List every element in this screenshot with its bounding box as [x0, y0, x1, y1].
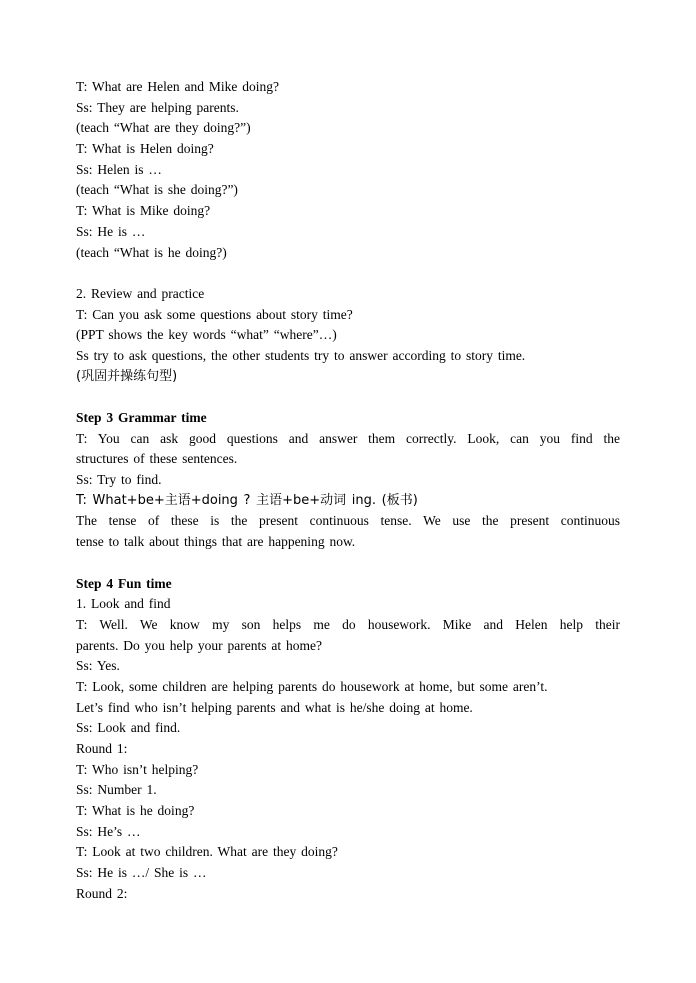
text-line: Ss: They are helping parents.: [76, 99, 239, 115]
formula-line: T: What+be+主语+doing ? 主语+be+动词 ing. (板书): [76, 492, 418, 508]
text-line: Ss: He is …: [76, 223, 146, 239]
step4-section: [76, 574, 620, 905]
text-line: Ss: Try to find.: [76, 472, 162, 488]
text-line: Ss: Helen is …: [76, 161, 162, 177]
text-line: T: Well. We know my son helps me do housework. Mike and Helen help their: [76, 616, 620, 632]
text-line: 1. Look and find: [76, 596, 171, 612]
spacer: [76, 387, 620, 408]
text-line: Ss: Yes.: [76, 658, 120, 674]
text-line: T: You can ask good questions and answer them correctly. Look, can you find the: [76, 430, 620, 446]
text-line: structures of these sentences.: [76, 451, 238, 467]
text-line: Ss: Number 1.: [76, 782, 157, 798]
text-line: Ss: He’s …: [76, 823, 141, 839]
text-line: T: Look, some children are helping parents do housework at home, but some aren’t.: [76, 678, 548, 694]
text-line: (PPT shows the key words “what” “where”…): [76, 327, 337, 343]
step3-section: [76, 408, 620, 553]
dialogue-block-1: [76, 77, 620, 263]
text-line: The tense of these is the present continuous tense. We use the present continuous: [76, 513, 620, 529]
text-line: T: What is Helen doing?: [76, 141, 214, 157]
text-line: Let’s find who isn’t helping parents and what is he/she doing at home.: [76, 699, 473, 715]
text-line: T: What is he doing?: [76, 803, 195, 819]
text-line: T: What are Helen and Mike doing?: [76, 79, 280, 94]
text-line: Round 2:: [76, 885, 128, 901]
text-line: T: Can you ask some questions about story time?: [76, 306, 353, 322]
text-line: parents. Do you help your parents at home?: [76, 637, 322, 653]
text-line: Ss: He is …/ She is …: [76, 865, 207, 881]
review-practice-block: [76, 284, 620, 387]
text-line: 2. Review and practice: [76, 285, 205, 301]
text-line: T: Look at two children. What are they doing?: [76, 844, 338, 860]
text-line: (teach “What is he doing?): [76, 244, 227, 260]
chinese-note: (巩固并操练句型): [76, 368, 178, 384]
text-line: (teach “What is she doing?”): [76, 182, 238, 198]
document-page: [76, 77, 620, 905]
spacer: [76, 553, 620, 574]
text-line: tense to talk about things that are happening now.: [76, 534, 356, 550]
text-line: Round 1:: [76, 741, 128, 756]
text-line: Ss try to ask questions, the other students try to answer according to story time.: [76, 347, 526, 363]
text-line: T: Who isn’t helping?: [76, 761, 199, 777]
section-heading: Step 3 Grammar time: [76, 410, 207, 425]
text-line: (teach “What are they doing?”): [76, 120, 251, 136]
section-heading: Step 4 Fun time: [76, 575, 172, 591]
text-line: T: What is Mike doing?: [76, 203, 211, 219]
text-line: Ss: Look and find.: [76, 720, 181, 736]
spacer: [76, 263, 620, 284]
